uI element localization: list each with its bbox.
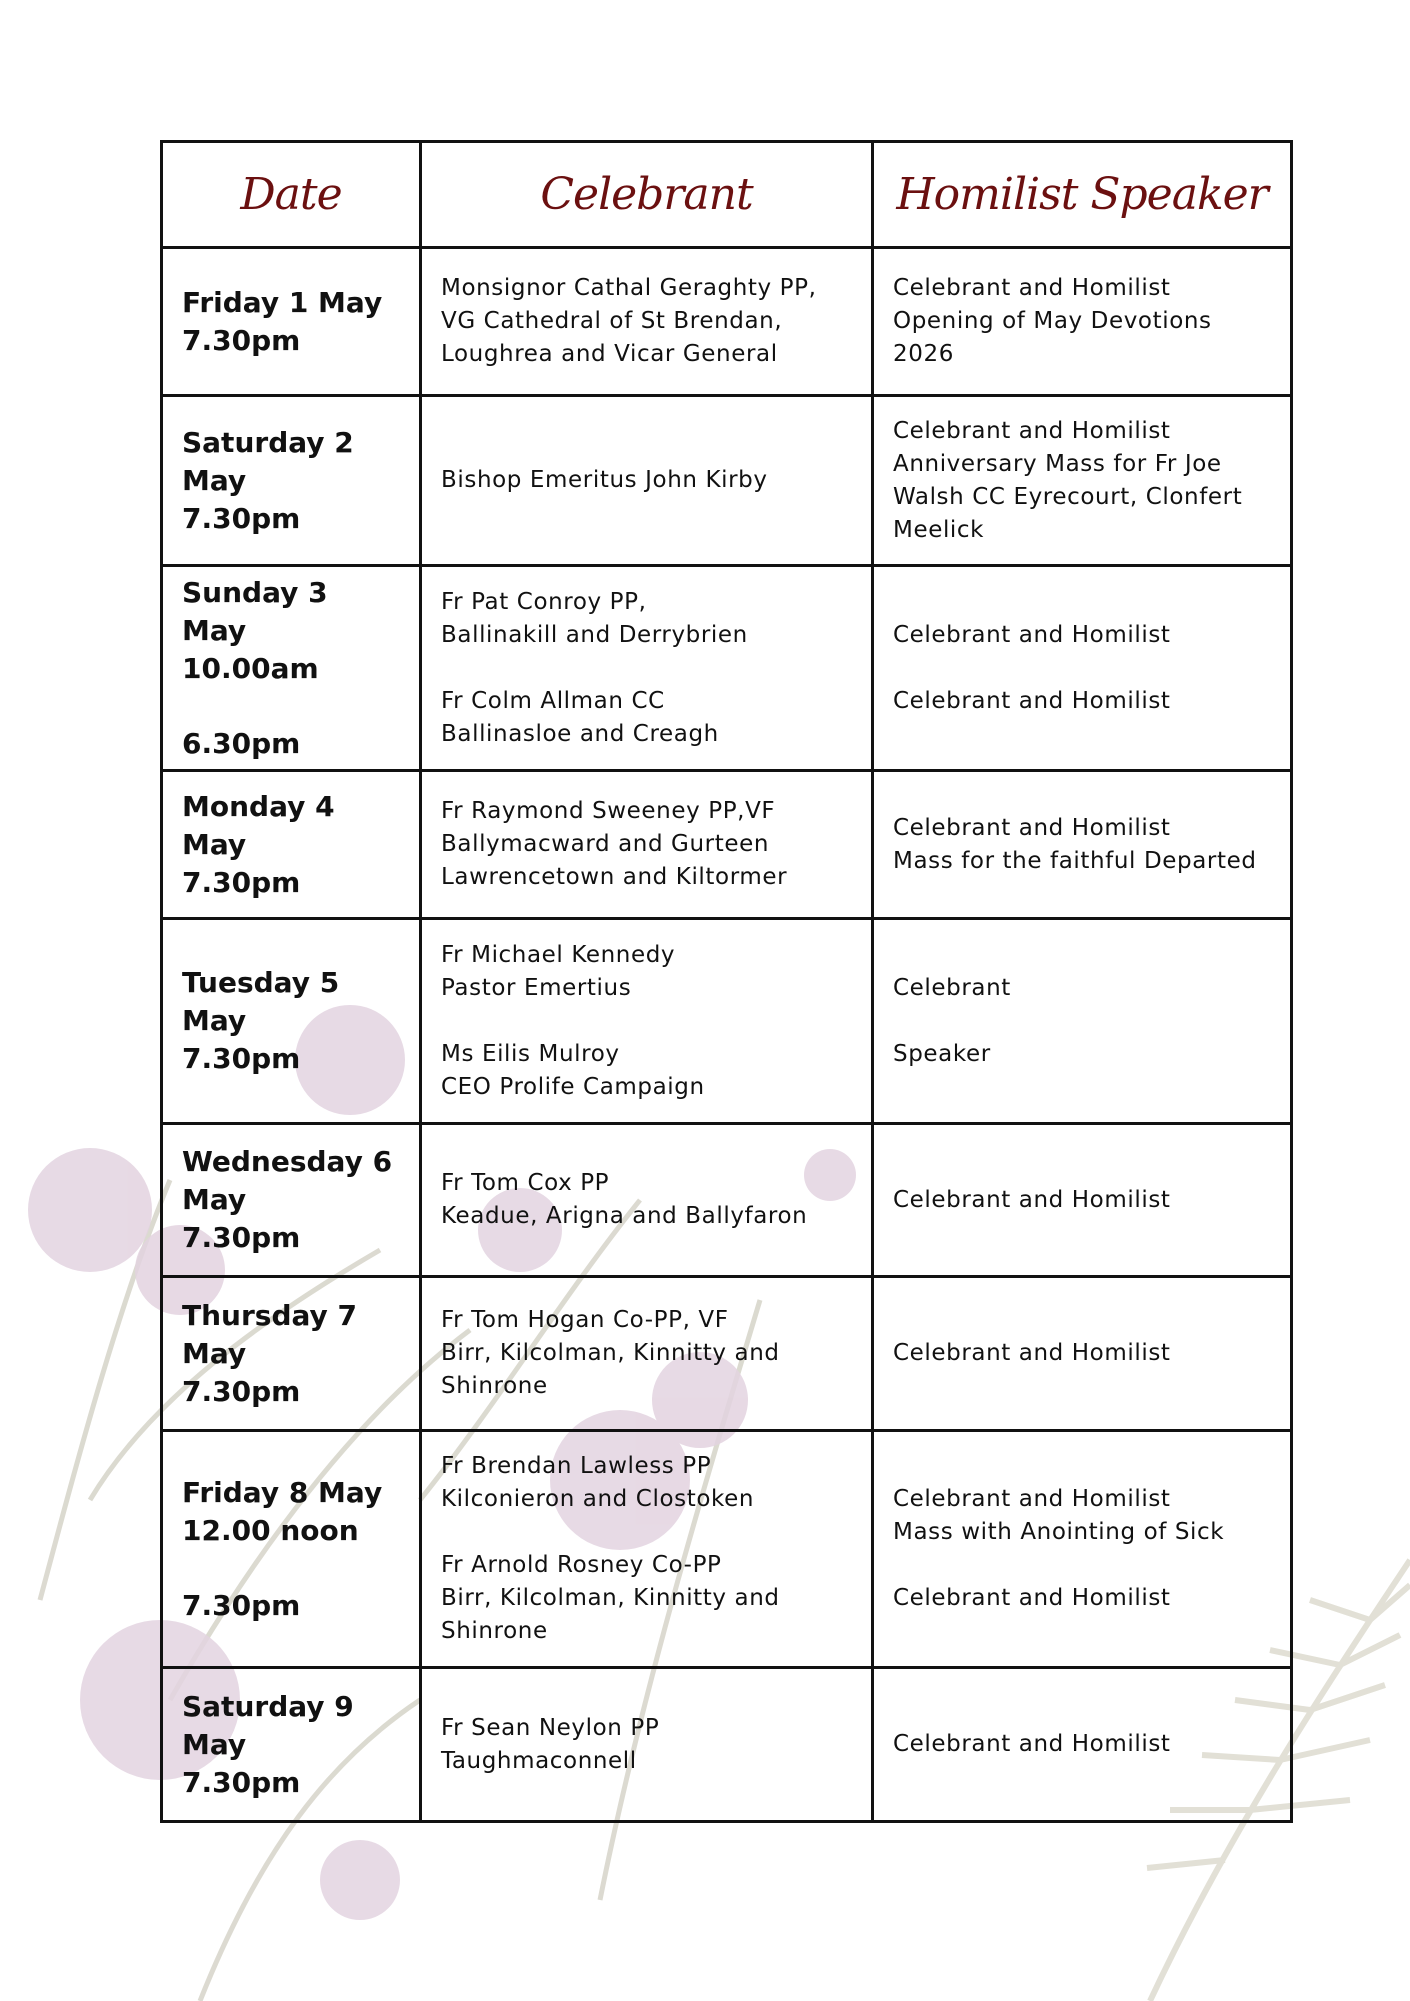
text-block: [441, 586, 852, 652]
schedule-sheet: [160, 140, 1290, 1823]
date-cell: [162, 1124, 421, 1277]
celebrant-line: Lawrencetown and Kiltormer: [441, 864, 788, 890]
date-label: Thursday 7: [182, 1298, 357, 1332]
date-cell: [162, 1668, 421, 1822]
homilist-cell: [873, 396, 1292, 566]
table-row: [162, 919, 1292, 1124]
homilist-line: Walsh CC Eyrecourt, Clonfert: [893, 483, 1243, 510]
homilist-line: Anniversary Mass for Fr Joe: [893, 450, 1222, 477]
time-label: 6.30pm: [182, 726, 301, 760]
celebrant-cell: [421, 248, 873, 396]
celebrant-line: Fr Sean Neylon PP: [441, 1714, 660, 1741]
time-label: 7.30pm: [182, 1765, 301, 1799]
celebrant-line: VG Cathedral of St Brendan,: [441, 308, 783, 334]
homilist-cell: [873, 566, 1292, 771]
text-block: [441, 1304, 852, 1403]
date-cell: [162, 396, 421, 566]
celebrant-line: Fr Tom Hogan Co-PP, VF: [441, 1307, 729, 1333]
homilist-line: Celebrant: [893, 974, 1011, 1001]
text-block: [893, 619, 1271, 652]
celebrant-line: CEO Prolife Campaign: [441, 1073, 705, 1100]
homilist-cell: [873, 771, 1292, 919]
date-label: Wednesday 6: [182, 1145, 393, 1178]
date-label: May: [182, 1336, 247, 1370]
table-row: [162, 566, 1292, 771]
celebrant-line: Keadue, Arigna and Ballyfaron: [441, 1203, 808, 1229]
text-block: [893, 1582, 1271, 1615]
text-block: [893, 1038, 1271, 1071]
text-block: [441, 1450, 852, 1516]
text-block: [893, 272, 1271, 371]
celebrant-line: Ballinakill and Derrybrien: [441, 621, 748, 648]
homilist-cell: [873, 1277, 1292, 1431]
celebrant-line: Fr Tom Cox PP: [441, 1170, 610, 1196]
celebrant-line: Monsignor Cathal Geraghty PP,: [441, 275, 817, 301]
homilist-line: Celebrant and Homilist: [893, 814, 1171, 841]
celebrant-line: Ballinasloe and Creagh: [441, 720, 719, 747]
header-celebrant: Celebrant: [421, 142, 873, 248]
date-cell: [162, 771, 421, 919]
text-block: [441, 939, 852, 1005]
celebrant-cell: [421, 919, 873, 1124]
text-block: [893, 1728, 1271, 1761]
celebrant-line: Ms Eilis Mulroy: [441, 1040, 620, 1067]
date-cell: [162, 919, 421, 1124]
homilist-line: Celebrant and Homilist: [893, 1340, 1171, 1366]
homilist-cell: [873, 248, 1292, 396]
homilist-line: Celebrant and Homilist: [893, 1486, 1171, 1512]
date-label: May: [182, 1183, 247, 1216]
text-block: [441, 795, 852, 894]
time-label: 12.00 noon: [182, 1513, 359, 1547]
date-label: Friday 1 May: [182, 285, 383, 319]
celebrant-line: Shinrone: [441, 1373, 548, 1399]
celebrant-line: Taughmaconnell: [441, 1747, 637, 1774]
celebrant-cell: [421, 396, 873, 566]
celebrant-line: Ballymacward and Gurteen: [441, 831, 770, 857]
celebrant-line: Fr Arnold Rosney Co-PP: [441, 1552, 722, 1578]
date-label: Tuesday 5: [182, 966, 340, 999]
text-block: [893, 1483, 1271, 1549]
homilist-line: Celebrant and Homilist: [893, 1731, 1171, 1757]
text-block: [893, 1184, 1271, 1217]
time-label: 7.30pm: [182, 1221, 301, 1254]
text-block: [893, 415, 1271, 547]
homilist-line: Celebrant and Homilist: [893, 417, 1171, 444]
celebrant-cell: [421, 1277, 873, 1431]
celebrant-line: Birr, Kilcolman, Kinnitty and: [441, 1340, 780, 1366]
time-label: 7.30pm: [182, 1588, 301, 1622]
table-row: [162, 396, 1292, 566]
homilist-line: Celebrant and Homilist: [893, 621, 1171, 648]
text-block: [893, 1337, 1271, 1370]
homilist-line: Mass for the faithful Departed: [893, 847, 1257, 874]
table-row: [162, 248, 1292, 396]
time-label: 7.30pm: [182, 501, 301, 535]
time-label: 7.30pm: [182, 865, 301, 899]
homilist-line: Speaker: [893, 1040, 991, 1067]
schedule-body: [162, 248, 1292, 1822]
time-label: 7.30pm: [182, 1374, 301, 1408]
date-label: May: [182, 463, 247, 497]
homilist-cell: [873, 1668, 1292, 1822]
celebrant-line: Fr Michael Kennedy: [441, 941, 676, 968]
celebrant-line: Loughrea and Vicar General: [441, 341, 778, 367]
text-block: [893, 972, 1271, 1005]
table-row: [162, 771, 1292, 919]
celebrant-line: Bishop Emeritus John Kirby: [441, 467, 768, 493]
date-cell: [162, 566, 421, 771]
homilist-cell: [873, 1431, 1292, 1668]
celebrant-cell: [421, 1668, 873, 1822]
homilist-line: Opening of May Devotions: [893, 308, 1212, 334]
time-label: 7.30pm: [182, 1042, 301, 1075]
celebrant-cell: [421, 1124, 873, 1277]
date-label: Sunday 3 May: [182, 575, 328, 647]
text-block: [441, 272, 852, 371]
date-label: Saturday 2: [182, 425, 354, 459]
celebrant-line: Birr, Kilcolman, Kinnitty and: [441, 1585, 780, 1611]
text-block: [441, 685, 852, 751]
homilist-line: 2026: [893, 341, 954, 367]
homilist-line: Mass with Anointing of Sick: [893, 1519, 1225, 1545]
homilist-cell: [873, 1124, 1292, 1277]
table-row: [162, 1431, 1292, 1668]
homilist-line: Celebrant and Homilist: [893, 1186, 1171, 1213]
text-block: [441, 1167, 852, 1233]
celebrant-line: Kilconieron and Clostoken: [441, 1486, 755, 1512]
time-label: 10.00am: [182, 651, 319, 685]
table-row: [162, 1668, 1292, 1822]
text-block: [893, 685, 1271, 718]
date-label: Monday 4 May: [182, 789, 335, 861]
table-row: [162, 1277, 1292, 1431]
text-block: [441, 1038, 852, 1104]
celebrant-line: Fr Raymond Sweeney PP,VF: [441, 798, 776, 824]
date-label: May: [182, 1727, 247, 1761]
date-label: Saturday 9: [182, 1689, 354, 1723]
date-cell: [162, 1431, 421, 1668]
celebrant-line: Shinrone: [441, 1618, 548, 1644]
celebrant-line: Pastor Emertius: [441, 974, 632, 1001]
celebrant-cell: [421, 566, 873, 771]
date-label: May: [182, 1004, 247, 1037]
celebrant-cell: [421, 771, 873, 919]
homilist-line: Celebrant and Homilist: [893, 1585, 1171, 1611]
header-homilist-speaker: Homilist Speaker: [873, 142, 1292, 248]
table-row: [162, 1124, 1292, 1277]
homilist-line: Meelick: [893, 516, 985, 543]
date-cell: [162, 1277, 421, 1431]
celebrant-line: Fr Brendan Lawless PP: [441, 1453, 712, 1479]
text-block: [893, 812, 1271, 878]
celebrant-line: Fr Pat Conroy PP,: [441, 588, 647, 615]
header-date: Date: [162, 142, 421, 248]
celebrant-cell: [421, 1431, 873, 1668]
celebrant-line: Fr Colm Allman CC: [441, 687, 665, 714]
date-cell: [162, 248, 421, 396]
homilist-cell: [873, 919, 1292, 1124]
schedule-table: [160, 140, 1293, 1823]
time-label: 7.30pm: [182, 323, 301, 357]
text-block: [441, 1712, 852, 1778]
homilist-line: Celebrant and Homilist: [893, 687, 1171, 714]
text-block: [441, 1549, 852, 1648]
homilist-line: Celebrant and Homilist: [893, 275, 1171, 301]
text-block: [441, 464, 852, 497]
date-label: Friday 8 May: [182, 1475, 383, 1509]
table-header-row: [162, 142, 1292, 248]
